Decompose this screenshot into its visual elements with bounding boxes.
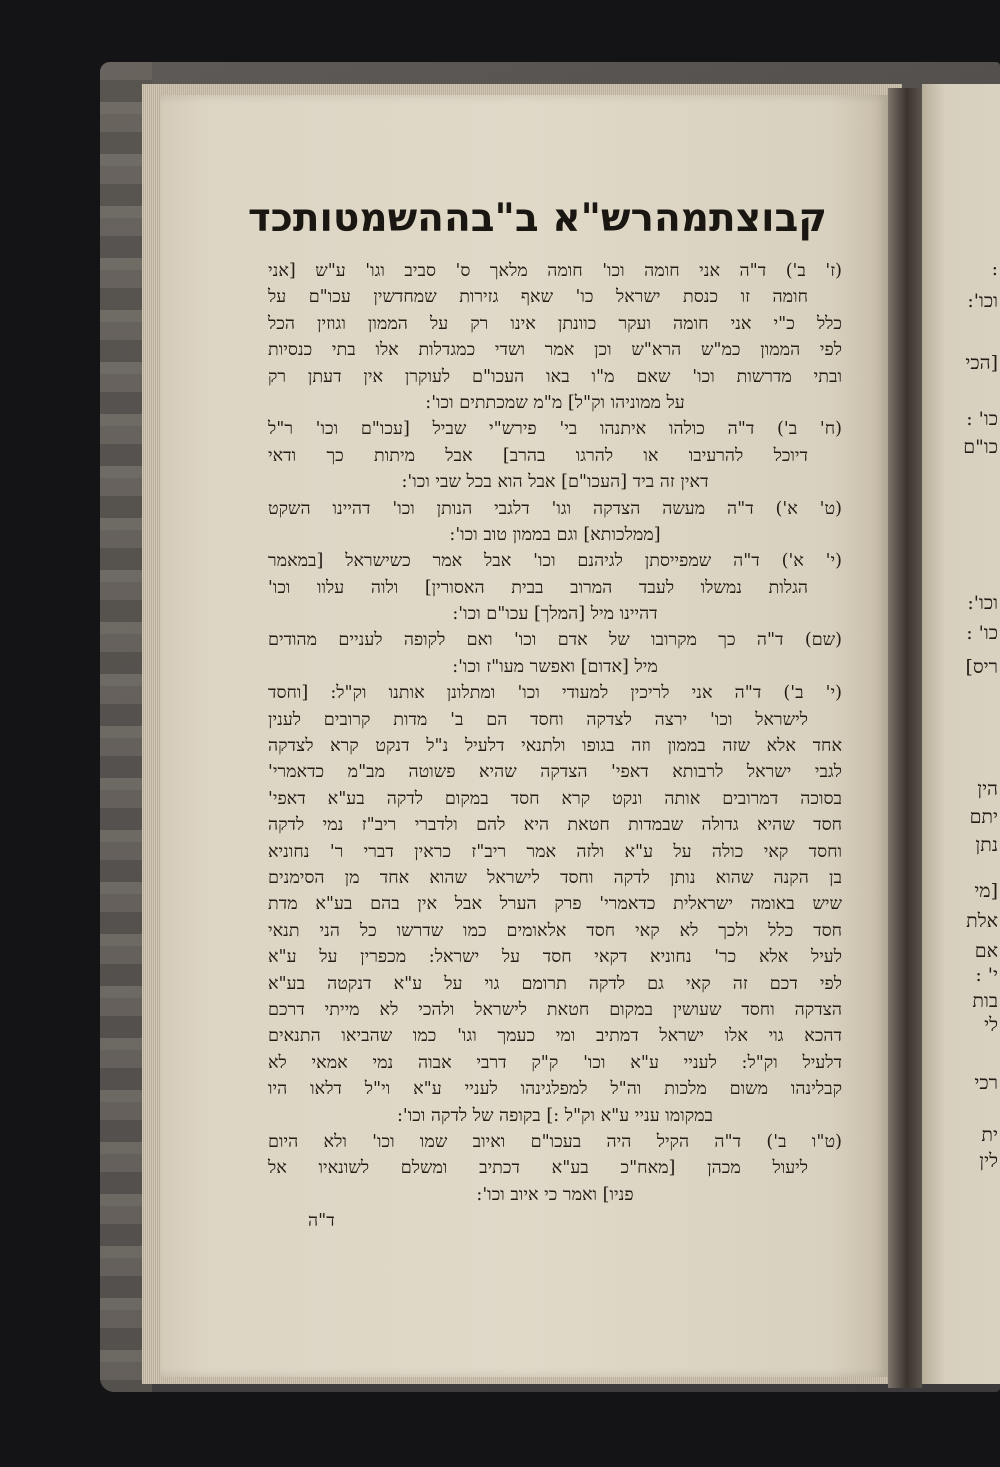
page-number: כד xyxy=(247,196,293,241)
text-line: (ז' ב') ד"ה אני חומה וכו' חומה מלאך ס' סביב וגו' ע"ש [אני xyxy=(268,261,842,281)
facing-text-fragment: רכי xyxy=(974,1072,998,1094)
catchword: ד"ה xyxy=(308,1211,335,1232)
header-title-word-1: קבוצת xyxy=(709,196,827,241)
header-title-word-3: ההשמטות xyxy=(292,196,471,241)
text-line: (ט"ו ב') ד"ה הקיל היה בעכו"ם ואיוב שמו וכו' ולא היום xyxy=(268,1131,842,1152)
text-line: על ממוניהו וק"ל] מ"מ שמכתתים וכו': xyxy=(425,392,685,413)
facing-text-fragment: וכו': xyxy=(967,592,998,614)
text-line: [ממלכותא] וגם בממון טוב וכו': xyxy=(449,524,661,545)
text-line: (ח' ב') ד"ה כולהו איתנהו בי' פירש"י שביל [עכו"ם וכו' ר"ל xyxy=(268,419,842,440)
text-line: כלל כ"י אני חומה ועקר כוונתן אינו רק על הממון וגוזין הכל xyxy=(268,313,842,334)
facing-text-fragment: [הכי xyxy=(965,352,998,374)
text-line: דאין זה ביד [העכו"ם] אבל הוא בכל שבי וכו': xyxy=(401,472,709,493)
text-line: לישראל וכו' ירצה לצדקה וחסד הם ב' מדות קרובים לענין xyxy=(268,709,808,730)
text-line: ובתי מדרשות וכו' שאם מ"ו באו העכו"ם לעוקרן אין דעתן רק xyxy=(268,366,842,387)
text-line: חומה זו כנסת ישראל כו' שאף גזירות שמחדשין עכו"ם על xyxy=(268,287,808,308)
text-line: חסד כלל ולכך לא קאי חסד אלאומים כמו שדרשו כל הני תנאי xyxy=(268,920,842,941)
text-line: דלעיל וק"ל: לעניי ע"א וכו' ק"ק דרבי אבוה נמי אמאי לא xyxy=(268,1052,842,1073)
text-line: בן הקנה שהוא נותן לדקה וחסד לישראל שהוא אחד מן הסימנים xyxy=(268,867,842,888)
facing-text-fragment: הין xyxy=(977,778,998,800)
text-line: (י' א') ד"ה שמפייסתן לגיהנם וכו' אבל אמר כשישראל [במאמר xyxy=(268,551,842,572)
text-line: חסד שהיא גדולה שבמדות חטאת היא להם ולדברי ריב"ז נמי לדקה xyxy=(268,815,842,836)
text-line: (י' ב') ד"ה אני לריכין למעודי וכו' ומתלונן אותנו וק"ל: [וחסד xyxy=(268,683,842,704)
text-line: אחד אלא שזה בממון וזה בגופו ולתנאי דלעיל נ"ל דנקט קרא לצדקה xyxy=(268,736,842,757)
text-line: בסוכה דמרובים אותה ונקט קרא חסד במקום לדקה בע"א דאפי' xyxy=(268,788,842,809)
text-line: דיוכל להרעיבו או להרגו בהרב] אבל מיתות כך ודאי xyxy=(268,445,808,466)
text-line: הגלות נמשלו לעבד המרוב בבית האסורין] ולוה עלוו וכו' xyxy=(268,577,808,598)
text-line: (שם) ד"ה כך מקרובו של אדם וכו' ואם לקופה לעניים מהודים xyxy=(268,630,842,651)
facing-text-fragment: כו' : xyxy=(966,622,998,644)
text-line: לעיל אלא כר' נחוניא דקאי חסד על ישראל: מכפרין על ע"א xyxy=(268,947,842,968)
text-line: דהכא גוי אלו ישראל דמתיב ומי כעמך וגו' כמו שהביאו התנאים xyxy=(268,1026,842,1047)
facing-text-fragment: י' : xyxy=(975,964,998,986)
facing-text-fragment: כו"ם xyxy=(963,436,998,458)
text-line: לפי הממון כמ"ש הרא"ש וכן אמר ושדי כמגדלות אלו בתי כנסיות xyxy=(268,340,842,361)
text-line: וחסד קאי כולה על ע"א ולזה אמר ריב"ז כראין דברי ר' נחוניא xyxy=(268,841,842,862)
header-title-word-2: מהרש"א ב"ב xyxy=(470,196,709,241)
facing-text-fragment: לין xyxy=(979,1150,998,1172)
book-gutter xyxy=(888,88,922,1388)
facing-text-fragment: ריס] xyxy=(965,656,998,678)
text-line: הצדקה וחסד שעושין במקום חטאת לישראל ולהכי לא מייתי דרכם xyxy=(268,999,842,1020)
text-line: קבלינהו משום מלכות וה"ל למפלגינהו לעניי ע"א וי"ל דלאו היו xyxy=(268,1079,842,1100)
text-line: פניו] ואמר כי איוב וכו': xyxy=(476,1184,634,1205)
facing-text-fragment: כו' : xyxy=(966,408,998,430)
facing-text-fragment: אלת xyxy=(966,910,998,932)
facing-text-fragment: בות xyxy=(972,990,998,1012)
facing-page-fragment xyxy=(922,84,1000,1384)
facing-text-fragment: אם xyxy=(974,940,998,962)
facing-text-fragment: וכו': xyxy=(967,290,998,312)
text-line: ליעול מכהן [מאח"כ בע"א דכתיב ומשלם לשונאיו אל xyxy=(268,1158,808,1179)
facing-text-fragment: [מי xyxy=(974,880,998,902)
text-line: לפי דכם זה קאי גם לדקה תרומם גוי על ע"א דנקטה בע"א xyxy=(268,973,842,994)
text-line: במקומו עניי ע"א וק"ל :] בקופה של לדקה וכו': xyxy=(396,1105,714,1126)
facing-text-fragment: נתן xyxy=(975,834,998,856)
text-line: דהיינו מיל [המלך] עכו"ם וכו': xyxy=(452,604,658,625)
text-line: (ט' א') ד"ה מעשה הצדקה וגו' דלגבי הנותן וכו' דהיינו השקט xyxy=(268,498,842,519)
facing-text-fragment: לי xyxy=(984,1014,998,1036)
commentary-body xyxy=(268,258,842,1234)
facing-text-fragment: ית xyxy=(981,1124,998,1146)
text-line: לגבי ישראל לרבותא דאפי' הצדקה שהיא פשוטה מב"מ כדאמרי' xyxy=(268,762,842,783)
page-header xyxy=(247,196,827,246)
facing-text-fragment: יתם xyxy=(969,806,998,828)
text-line: מיל [אדום] ואפשר מעו"ז וכו': xyxy=(452,656,658,677)
facing-text-fragment: : xyxy=(991,258,998,280)
text-line: שיש באומה ישראלית כדאמרי' פרק הערל אבל אין בהם בע"א מדת xyxy=(268,894,843,915)
